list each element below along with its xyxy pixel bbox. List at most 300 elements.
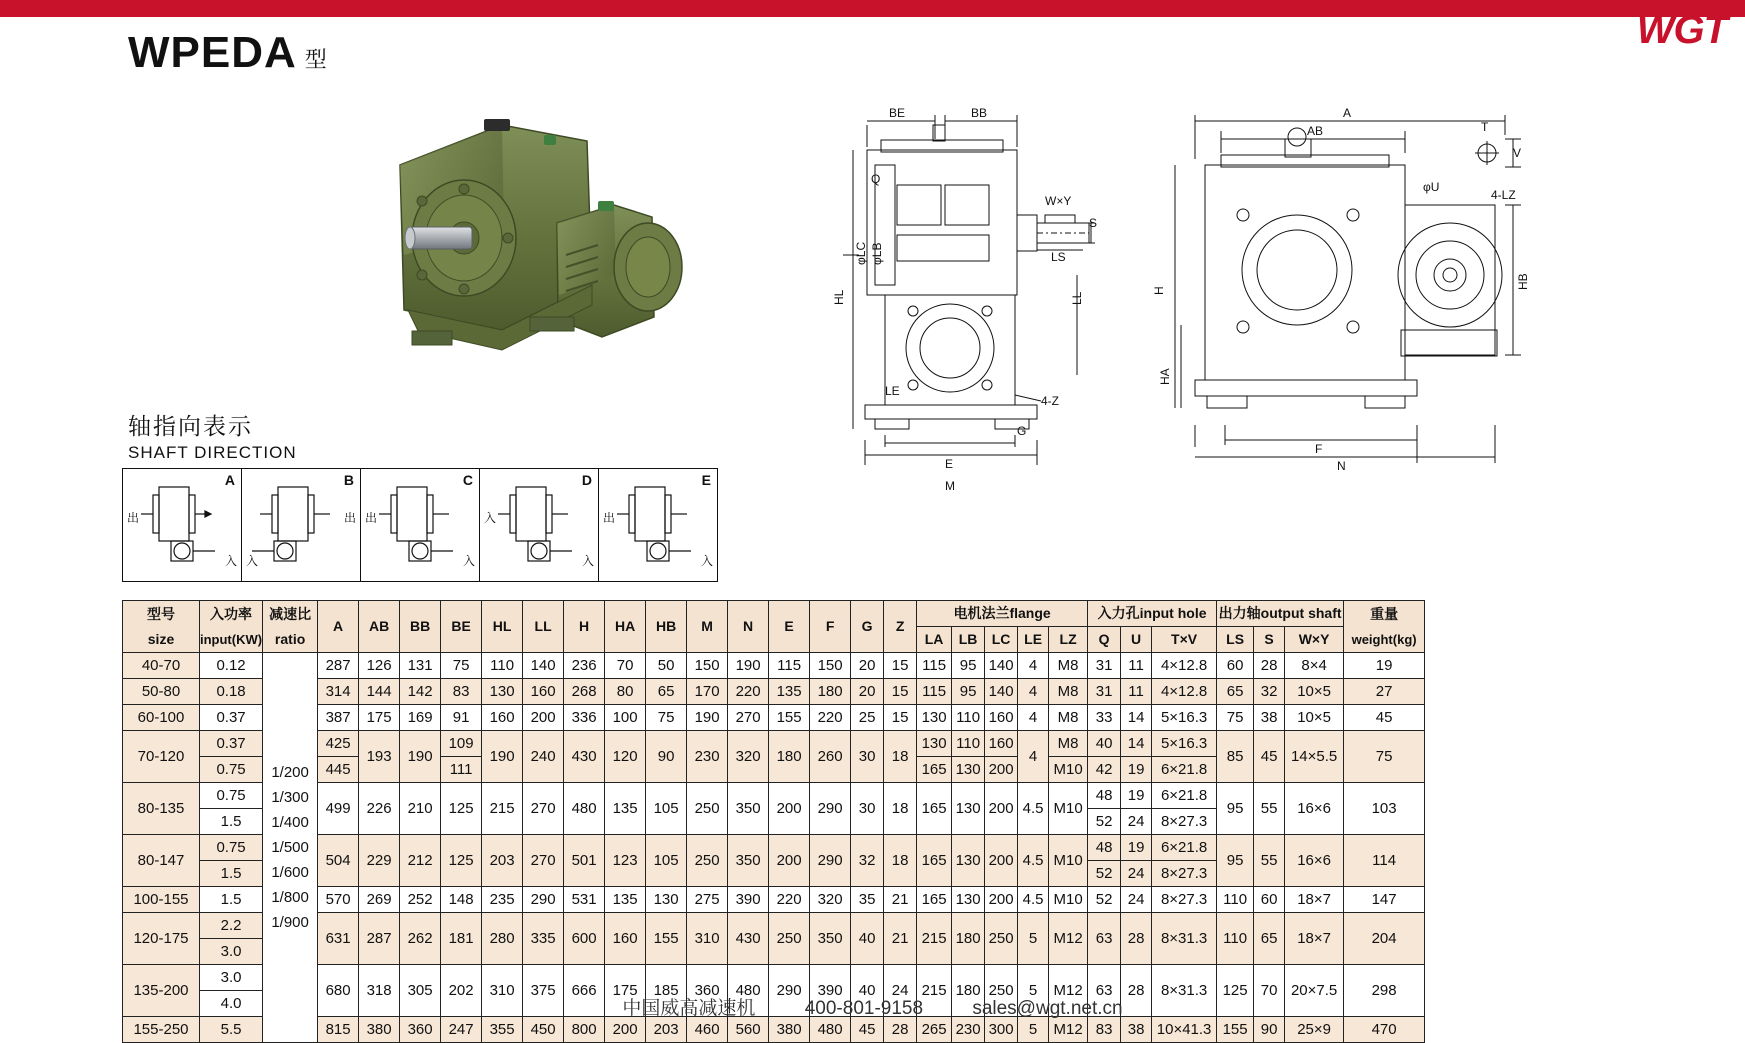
th-Q: Q [1088,627,1121,653]
svg-text:W×Y: W×Y [1045,194,1072,208]
cell-LZ: M8 [1049,705,1088,731]
cell-H: 268 [564,679,605,705]
cell-BB: 212 [400,835,441,887]
top-color-bar [0,0,1745,17]
cell-LB: 180 [952,965,985,1017]
cell-E: 135 [769,679,810,705]
cell-model: 120-175 [123,913,200,965]
th-flange-group: 电机法兰flange [917,601,1088,627]
cell-power: 1.5 [200,809,263,835]
svg-text:S: S [1089,216,1098,230]
svg-text:H: H [1152,286,1166,295]
cell-Z: 15 [884,705,917,731]
cell-WY: 25×9 [1285,1017,1344,1043]
cell-AB: 126 [359,653,400,679]
cell-H: 800 [564,1017,605,1043]
cell-BB: 262 [400,913,441,965]
cell-E: 155 [769,705,810,731]
shaft-cell-label-e: E [701,472,711,488]
cell-Z: 15 [884,653,917,679]
ratio-2: 1/300 [271,789,309,806]
cell-N: 320 [728,731,769,783]
cell-Q: 63 [1088,913,1121,965]
footer-company: 中国威高减速机 [622,998,756,1019]
svg-text:N: N [1337,459,1346,473]
th-power-cn: 入功率 [210,605,253,622]
cell-HA: 123 [605,835,646,887]
cell-M: 460 [687,1017,728,1043]
cell-H: 430 [564,731,605,783]
cell-E: 115 [769,653,810,679]
cell-power: 0.18 [200,679,263,705]
cell-Q: 31 [1088,679,1121,705]
brand-logo [1637,8,1727,53]
table-row [123,783,1425,809]
cell-LE: 4.5 [1018,887,1049,913]
svg-text:T: T [1481,120,1489,134]
cell-H: 666 [564,965,605,1017]
cell-HL: 130 [482,679,523,705]
shaft-cell-left-text-d: 入 [484,511,497,525]
cell-model: 80-135 [123,783,200,835]
shaft-direction-cell-e [599,469,717,581]
cell-weight: 45 [1344,705,1425,731]
cell-HB: 50 [646,653,687,679]
shaft-cell-left-text-c: 出 [365,511,378,525]
th-power [200,601,263,653]
cell-LC: 160 [985,705,1018,731]
cell-N: 430 [728,913,769,965]
cell-BB: 210 [400,783,441,835]
cell-S: 60 [1254,887,1285,913]
svg-text:E: E [945,457,954,471]
cell-power: 3.0 [200,965,263,991]
cell-BE: 111 [441,757,482,783]
cell-WY: 16×6 [1285,835,1344,887]
cell-LB: 130 [952,783,985,835]
cell-M: 250 [687,835,728,887]
shaft-cell-label-a: A [224,472,235,488]
cell-G: 20 [851,653,884,679]
cell-HL: 203 [482,835,523,887]
th-LB: LB [952,627,985,653]
cell-LA: 115 [917,653,952,679]
cell-U: 24 [1121,887,1152,913]
cell-weight: 27 [1344,679,1425,705]
cell-BE: 125 [441,783,482,835]
svg-text:AB: AB [1307,124,1324,138]
svg-text:A: A [1343,106,1352,120]
cell-BB: 131 [400,653,441,679]
cell-LS: 125 [1217,965,1254,1017]
svg-text:φLB: φLB [870,242,884,265]
shaft-cell-left-text-a: 出 [127,511,140,525]
cell-HL: 280 [482,913,523,965]
cell-TV: 4×12.8 [1152,679,1217,705]
cell-LZ: M12 [1049,913,1088,965]
table-row [123,965,1425,991]
cell-LL: 200 [523,705,564,731]
cell-BB: 360 [400,1017,441,1043]
shaft-diagram-c [361,469,479,579]
cell-BE: 148 [441,887,482,913]
th-dim-G: G [851,601,884,653]
footer [0,993,1745,1020]
cell-power: 1.5 [200,887,263,913]
cell-HL: 235 [482,887,523,913]
cell-A: 570 [318,887,359,913]
cell-LA: 165 [917,887,952,913]
cell-U: 24 [1121,861,1152,887]
cell-M: 170 [687,679,728,705]
cell-E: 200 [769,783,810,835]
svg-text:V: V [1513,146,1522,160]
cell-power: 0.75 [200,783,263,809]
th-dim-HB: HB [646,601,687,653]
cell-A: 425 [318,731,359,757]
cell-model: 50-80 [123,679,200,705]
cell-power: 4.0 [200,991,263,1017]
cell-TV: 5×16.3 [1152,731,1217,757]
cell-Z: 24 [884,965,917,1017]
cell-AB: 144 [359,679,400,705]
cell-M: 275 [687,887,728,913]
cell-G: 40 [851,965,884,1017]
cell-LZ: M10 [1049,887,1088,913]
th-dim-N: N [728,601,769,653]
cell-G: 35 [851,887,884,913]
cell-BE: 109 [441,731,482,757]
cell-LB: 95 [952,653,985,679]
cell-HL: 310 [482,965,523,1017]
cell-LL: 270 [523,835,564,887]
cell-HA: 80 [605,679,646,705]
cell-HL: 110 [482,653,523,679]
cell-LZ: M8 [1049,653,1088,679]
cell-LZ: M8 [1049,731,1088,757]
cell-WY: 8×4 [1285,653,1344,679]
cell-LZ: M12 [1049,965,1088,1017]
cell-LL: 270 [523,783,564,835]
shaft-diagram-d [480,469,598,579]
shaft-direction-cell-d [480,469,599,581]
shaft-direction-cell-a [123,469,242,581]
cell-H: 501 [564,835,605,887]
cell-HB: 185 [646,965,687,1017]
th-weight [1344,601,1425,653]
cell-TV: 6×21.8 [1152,783,1217,809]
cell-Q: 52 [1088,887,1121,913]
cell-LB: 130 [952,887,985,913]
cell-F: 320 [810,887,851,913]
cell-model: 70-120 [123,731,200,783]
cell-A: 631 [318,913,359,965]
shaft-cell-right-text-a: 入 [224,554,237,568]
th-weight-en: weight(kg) [1351,631,1417,647]
ratio-3: 1/400 [271,814,309,831]
cell-M: 230 [687,731,728,783]
cell-power: 0.75 [200,757,263,783]
cell-LB: 110 [952,731,985,757]
cell-power: 3.0 [200,939,263,965]
cell-Q: 52 [1088,861,1121,887]
cell-N: 560 [728,1017,769,1043]
shaft-direction-heading [128,408,297,463]
th-WY: W×Y [1285,627,1344,653]
th-dim-BE: BE [441,601,482,653]
cell-Q: 48 [1088,783,1121,809]
cell-G: 45 [851,1017,884,1043]
table-row [123,1017,1425,1043]
cell-HB: 155 [646,913,687,965]
cell-LL: 240 [523,731,564,783]
cell-U: 28 [1121,913,1152,965]
shaft-direction-box [122,468,718,582]
cell-model: 80-147 [123,835,200,887]
th-inputhole-group: 入力孔input hole [1088,601,1217,627]
cell-BE: 83 [441,679,482,705]
svg-text:G: G [1017,424,1027,438]
th-dim-HA: HA [605,601,646,653]
cell-LL: 290 [523,887,564,913]
cell-A: 445 [318,757,359,783]
cell-LE: 4 [1018,679,1049,705]
cell-N: 390 [728,887,769,913]
th-LZ: LZ [1049,627,1088,653]
cell-A: 815 [318,1017,359,1043]
cell-U: 19 [1121,783,1152,809]
cell-U: 38 [1121,1017,1152,1043]
cell-TV: 6×21.8 [1152,757,1217,783]
cell-weight: 19 [1344,653,1425,679]
cell-M: 310 [687,913,728,965]
cell-M: 250 [687,783,728,835]
cell-LC: 200 [985,783,1018,835]
cell-LS: 110 [1217,913,1254,965]
svg-text:HA: HA [1158,368,1172,385]
ratio-6: 1/800 [271,889,309,906]
cell-U: 14 [1121,731,1152,757]
cell-U: 11 [1121,679,1152,705]
cell-F: 260 [810,731,851,783]
svg-text:HL: HL [832,289,846,305]
cell-LC: 300 [985,1017,1018,1043]
th-dim-M: M [687,601,728,653]
cell-LS: 95 [1217,783,1254,835]
cell-HB: 65 [646,679,687,705]
shaft-direction-title-en: SHAFT DIRECTION [128,443,297,462]
cell-U: 28 [1121,965,1152,1017]
th-dim-LL: LL [523,601,564,653]
cell-HA: 135 [605,887,646,913]
cell-weight: 114 [1344,835,1425,887]
cell-LB: 95 [952,679,985,705]
cell-F: 220 [810,705,851,731]
th-weight-cn: 重量 [1370,605,1399,622]
technical-drawings [832,95,1635,515]
shaft-cell-label-d: D [581,472,592,488]
th-dim-F: F [810,601,851,653]
cell-E: 220 [769,887,810,913]
shaft-cell-label-c: C [462,472,473,488]
cell-LC: 250 [985,965,1018,1017]
cell-LC: 160 [985,731,1018,757]
cell-Z: 28 [884,1017,917,1043]
cell-LA: 130 [917,731,952,757]
th-S: S [1254,627,1285,653]
cell-HL: 355 [482,1017,523,1043]
th-dim-Z: Z [884,601,917,653]
cell-BB: 169 [400,705,441,731]
cell-weight: 103 [1344,783,1425,835]
cell-AB: 318 [359,965,400,1017]
cell-LS: 95 [1217,835,1254,887]
cell-HL: 215 [482,783,523,835]
shaft-cell-right-text-e: 入 [700,554,713,568]
svg-text:HB: HB [1516,273,1530,290]
cell-S: 28 [1254,653,1285,679]
svg-text:4-Z: 4-Z [1041,394,1059,408]
cell-weight: 470 [1344,1017,1425,1043]
cell-LL: 160 [523,679,564,705]
th-ratio [263,601,318,653]
th-model-cn: 型号 [147,605,175,622]
cell-H: 531 [564,887,605,913]
th-LS: LS [1217,627,1254,653]
ratio-7: 1/900 [271,914,309,931]
cell-A: 504 [318,835,359,887]
table-row [123,835,1425,861]
cell-Z: 21 [884,887,917,913]
cell-TV: 5×16.3 [1152,705,1217,731]
cell-HB: 105 [646,783,687,835]
cell-F: 150 [810,653,851,679]
cell-S: 70 [1254,965,1285,1017]
cell-N: 190 [728,653,769,679]
shaft-cell-right-text-c: 入 [462,554,475,568]
cell-LE: 4 [1018,731,1049,783]
cell-F: 290 [810,783,851,835]
shaft-cell-left-text-b: 入 [246,554,259,568]
cell-LZ: M8 [1049,679,1088,705]
svg-text:φU: φU [1423,180,1440,194]
cell-LA: 215 [917,965,952,1017]
cell-ratio [263,653,318,1043]
cell-TV: 10×41.3 [1152,1017,1217,1043]
cell-LC: 200 [985,757,1018,783]
cell-BB: 305 [400,965,441,1017]
page-title [128,28,328,78]
cell-TV: 8×27.3 [1152,861,1217,887]
th-LC: LC [985,627,1018,653]
cell-WY: 10×5 [1285,705,1344,731]
cell-N: 350 [728,783,769,835]
cell-A: 314 [318,679,359,705]
cell-LC: 140 [985,653,1018,679]
footer-email: sales@wgt.net.cn [972,998,1123,1019]
th-dim-E: E [769,601,810,653]
svg-text:4-LZ: 4-LZ [1491,188,1516,202]
cell-Q: 31 [1088,653,1121,679]
cell-N: 270 [728,705,769,731]
cell-N: 480 [728,965,769,1017]
cell-AB: 380 [359,1017,400,1043]
cell-AB: 287 [359,913,400,965]
cell-Q: 33 [1088,705,1121,731]
cell-U: 11 [1121,653,1152,679]
cell-LB: 230 [952,1017,985,1043]
cell-LS: 65 [1217,679,1254,705]
svg-text:M: M [945,479,955,493]
cell-S: 90 [1254,1017,1285,1043]
cell-model: 100-155 [123,887,200,913]
page-title-text: WPEDA [128,28,297,77]
cell-power: 2.2 [200,913,263,939]
cell-LL: 140 [523,653,564,679]
cell-TV: 6×21.8 [1152,835,1217,861]
cell-H: 236 [564,653,605,679]
cell-BB: 142 [400,679,441,705]
cell-Z: 18 [884,835,917,887]
th-dim-A: A [318,601,359,653]
cell-F: 390 [810,965,851,1017]
svg-text:LL: LL [1070,291,1084,305]
cell-WY: 14×5.5 [1285,731,1344,783]
shaft-direction-cell-b [242,469,361,581]
cell-F: 350 [810,913,851,965]
cell-BE: 247 [441,1017,482,1043]
cell-Z: 18 [884,731,917,783]
table-row [123,913,1425,939]
cell-WY: 16×6 [1285,783,1344,835]
cell-BE: 181 [441,913,482,965]
th-LA: LA [917,627,952,653]
cell-AB: 193 [359,731,400,783]
cell-G: 25 [851,705,884,731]
table-row [123,705,1425,731]
ratio-5: 1/600 [271,864,309,881]
cell-BE: 125 [441,835,482,887]
cell-E: 250 [769,913,810,965]
shaft-cell-left-text-e: 出 [603,511,616,525]
cell-WY: 18×7 [1285,913,1344,965]
cell-LA: 265 [917,1017,952,1043]
cell-model: 135-200 [123,965,200,1017]
th-dim-BB: BB [400,601,441,653]
cell-BB: 190 [400,731,441,783]
cell-LC: 200 [985,887,1018,913]
cell-LB: 130 [952,757,985,783]
cell-LE: 4.5 [1018,783,1049,835]
shaft-diagram-b [242,469,360,579]
th-ratio-cn: 减速比 [269,605,312,622]
cell-Q: 83 [1088,1017,1121,1043]
cell-TV: 4×12.8 [1152,653,1217,679]
cell-H: 336 [564,705,605,731]
cell-model: 60-100 [123,705,200,731]
th-model-en: size [147,630,175,647]
cell-WY: 18×7 [1285,887,1344,913]
svg-text:φLC: φLC [854,241,868,265]
cell-LA: 165 [917,783,952,835]
cell-LE: 5 [1018,965,1049,1017]
cell-LS: 110 [1217,887,1254,913]
cell-HA: 175 [605,965,646,1017]
cell-BE: 91 [441,705,482,731]
cell-F: 180 [810,679,851,705]
svg-text:LE: LE [885,384,900,398]
cell-LE: 4 [1018,705,1049,731]
